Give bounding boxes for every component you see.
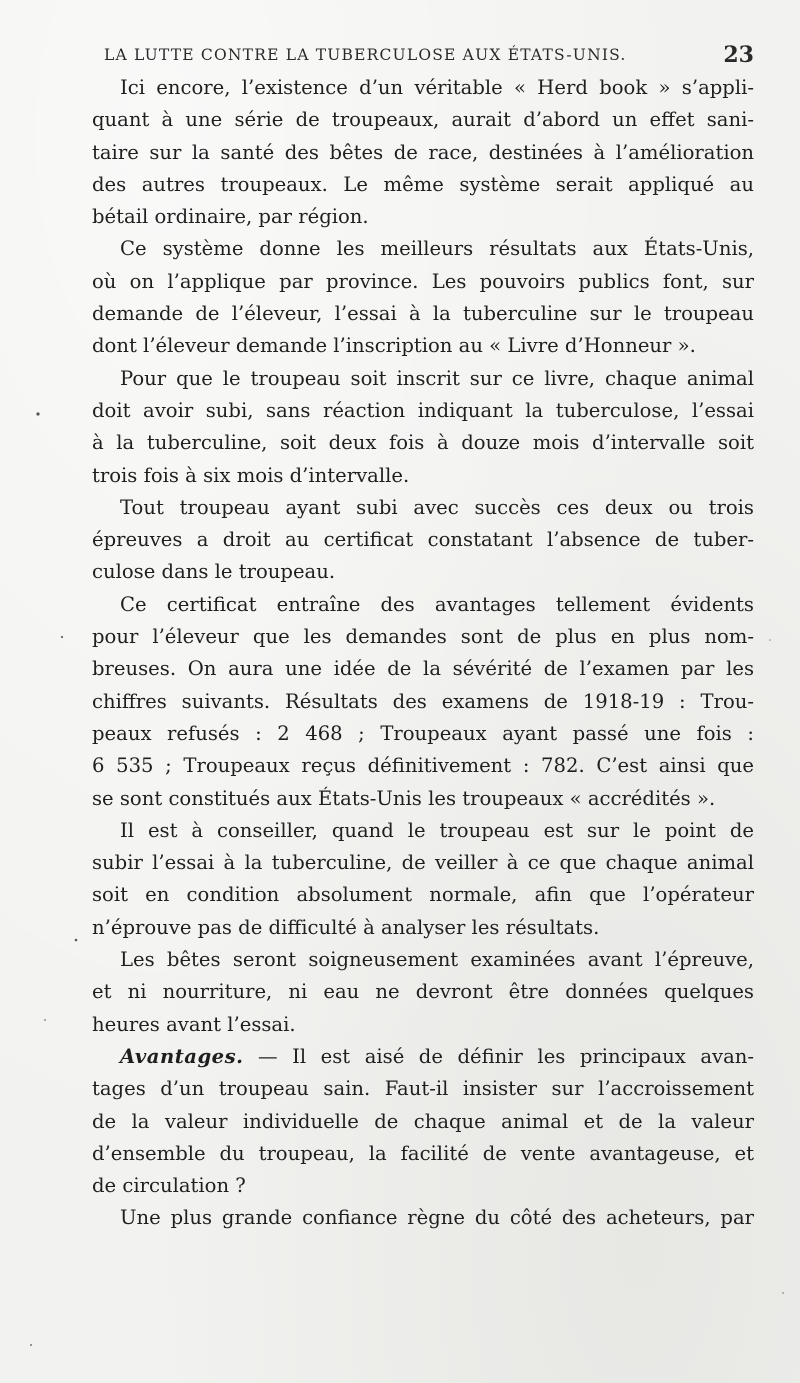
text-line: pour l’éleveur que les demandes sont de plus en plus nom-	[92, 625, 754, 649]
text-line: Ce certificat entraîne des avantages tellement évidents	[120, 592, 754, 616]
text-line: soit en condition absolument normale, afin que l’opérateur	[92, 883, 754, 907]
text-line: et ni nourriture, ni eau ne devront être données quelques	[92, 980, 754, 1004]
text-line: demande de l’éleveur, l’essai à la tuberculine sur le troupeau	[92, 302, 754, 326]
text-line: peaux refusés : 2 468 ; Troupeaux ayant passé une fois :	[92, 721, 754, 745]
page-header	[104, 42, 754, 70]
text-line: épreuves a droit au certificat constatant l’absence de tuber-	[92, 528, 754, 552]
text-line: n’éprouve pas de difficulté à analyser les résultats.	[92, 915, 600, 939]
text-line: de circulation ?	[92, 1174, 246, 1198]
text-line: à la tuberculine, soit deux fois à douze mois d’intervalle soit	[92, 431, 754, 455]
text-line: Une plus grande confiance règne du côté des acheteurs, par	[120, 1206, 754, 1230]
text-line: bétail ordinaire, par région.	[92, 205, 369, 229]
text-line: Ce système donne les meilleurs résultats aux États-Unis,	[120, 237, 754, 261]
text-line: dont l’éleveur demande l’inscription au « Livre d’Honneur ».	[92, 334, 696, 358]
text-line: Les bêtes seront soigneusement examinées avant l’épreuve,	[120, 948, 754, 972]
text-line: heures avant l’essai.	[92, 1012, 296, 1036]
text-line: subir l’essai à la tuberculine, de veiller à ce que chaque animal	[92, 851, 754, 875]
running-head: LA LUTTE CONTRE LA TUBERCULOSE AUX ÉTATS-UNIS.	[104, 46, 627, 64]
body-text	[92, 72, 754, 1235]
text-line: quant à une série de troupeaux, aurait d’abord un effet sani-	[92, 108, 754, 132]
text-line: breuses. On aura une idée de la sévérité de l’examen par les	[92, 657, 754, 681]
text-line: tages d’un troupeau sain. Faut-il insister sur l’accroissement	[92, 1077, 754, 1101]
text-line: 6 535 ; Troupeaux reçus définitivement : 782. C’est ainsi que	[92, 754, 754, 778]
text-line: Pour que le troupeau soit inscrit sur ce livre, chaque animal	[120, 366, 754, 390]
text-line: où on l’applique par province. Les pouvoirs publics font, sur	[92, 269, 754, 293]
text-line: culose dans le troupeau.	[92, 560, 336, 584]
text-line: trois fois à six mois d’intervalle.	[92, 463, 410, 487]
text-line: Tout troupeau ayant subi avec succès ces deux ou trois	[120, 495, 754, 519]
section-heading: Avantages.	[120, 1044, 244, 1068]
text-line	[92, 1041, 754, 1073]
text-line: doit avoir subi, sans réaction indiquant la tuberculose, l’essai	[92, 398, 754, 422]
text-line: d’ensemble du troupeau, la facilité de vente avantageuse, et	[92, 1141, 754, 1165]
text-line: chiffres suivants. Résultats des examens de 1918-19 : Trou-	[92, 689, 754, 713]
text-line: des autres troupeaux. Le même système serait appliqué au	[92, 172, 754, 196]
text-line: de la valeur individuelle de chaque animal et de la valeur	[92, 1109, 754, 1133]
text-line: Ici encore, l’existence d’un véritable « Herd book » s’appli-	[120, 76, 754, 99]
line-text: — Il est aisé de définir les principaux avan-	[243, 1044, 754, 1068]
text-line: se sont constitués aux États-Unis les troupeaux « accrédités ».	[92, 786, 716, 810]
text-line: Il est à conseiller, quand le troupeau est sur le point de	[120, 818, 754, 842]
page-number: 23	[723, 42, 754, 68]
text-line: taire sur la santé des bêtes de race, destinées à l’amélioration	[92, 140, 754, 164]
